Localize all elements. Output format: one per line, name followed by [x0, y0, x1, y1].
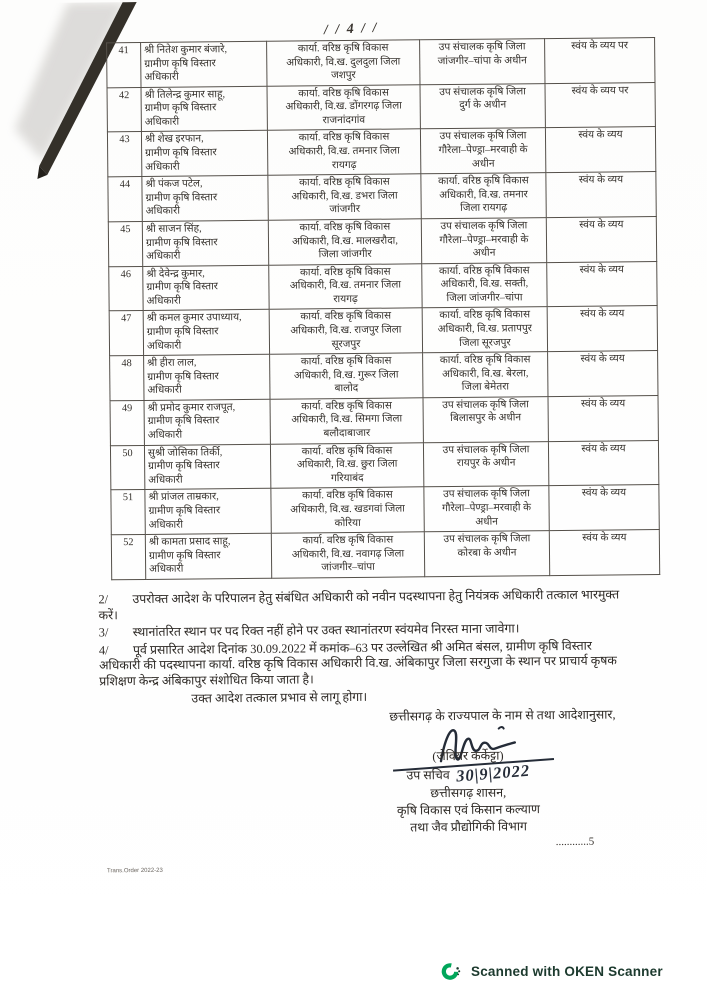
cell-current-posting: कार्या. वरिष्ठ कृषि विकास अधिकारी, वि.ख. दुलदुला जिला जशपुर — [267, 40, 420, 86]
cell-serial-number: 46 — [109, 266, 143, 311]
department-line-3: तथा जैव प्रौद्योगिकी विभाग — [410, 819, 528, 835]
table-row — [108, 216, 656, 266]
cell-serial-number: 49 — [110, 400, 144, 445]
immediate-effect-line: उक्त आदेश तत्काल प्रभाव से लागू होगा। — [191, 689, 368, 706]
cell-officer-name: श्री प्रांजल ताम्रकार, ग्रामीण कृषि विस्तार अधिकारी — [145, 489, 271, 535]
cell-expense-remark: स्वंय के व्यय पर — [545, 82, 655, 128]
cell-expense-remark: स्वंय के व्यय — [549, 485, 659, 531]
cell-officer-name: सुश्री जोसिका तिर्की, ग्रामीण कृषि विस्तार अधिकारी — [144, 444, 270, 490]
transfer-table-body — [107, 38, 660, 580]
table-row — [110, 351, 658, 401]
cell-current-posting: कार्या. वरिष्ठ कृषि विकास अधिकारी, वि.ख. नवागढ़ जिला जांजगीर–चांपा — [271, 532, 424, 578]
cell-new-posting: उप संचालक कृषि जिला कोरबा के अधीन — [424, 531, 549, 577]
cell-officer-name: श्री नितेश कुमार बंजारे, ग्रामीण कृषि विस्तार अधिकारी — [141, 41, 267, 87]
clause-3-number: 3/ — [98, 625, 109, 640]
continuation-page-marker: ............5 — [555, 835, 595, 849]
cell-officer-name: श्री साजन सिंह, ग्रामीण कृषि विस्तार अधिकारी — [142, 220, 268, 266]
cell-new-posting: उप संचालक कृषि जिला दुर्ग के अधीन — [420, 83, 545, 129]
cell-new-posting: कार्या. वरिष्ठ कृषि विकास अधिकारी, वि.ख. बेरला, जिला बेमेतरा — [423, 352, 548, 398]
cell-expense-remark: स्वंय के व्यय — [547, 261, 657, 307]
cell-new-posting: उप संचालक कृषि जिला बिलासपुर के अधीन — [423, 396, 548, 442]
cell-serial-number: 48 — [110, 356, 144, 401]
cell-expense-remark: स्वंय के व्यय — [548, 395, 658, 441]
signature-block — [343, 748, 594, 838]
department-line-2: कृषि विकास एवं किसान कल्याण — [396, 802, 540, 818]
table-row — [110, 395, 658, 445]
cell-serial-number: 47 — [109, 311, 143, 356]
cell-current-posting: कार्या. वरिष्ठ कृषि विकास अधिकारी, वि.ख. तमनार जिला रायगढ़ — [267, 129, 420, 175]
cell-serial-number: 44 — [108, 177, 142, 222]
table-row — [108, 172, 656, 222]
by-order-of-governor-line: छत्तीसगढ़ के राज्यपाल के नाम से तथा आदेशानुसार, — [389, 707, 616, 724]
order-clauses — [98, 587, 625, 730]
transfer-order-table — [106, 37, 660, 580]
department-line-1: छत्तीसगढ़ शासन, — [430, 785, 507, 801]
clause-2-text: उपरोक्त आदेश के परिपालन हेतु संबंधित अधिकारी को नवीन पदस्थापना हेतु नियंत्रक अधिकारी तत्काल भारमुक्त करें। — [98, 587, 620, 623]
cell-officer-name: श्री देवेन्द्र कुमार, ग्रामीण कृषि विस्तार अधिकारी — [143, 265, 269, 311]
cell-new-posting: कार्या. वरिष्ठ कृषि विकास अधिकारी, वि.ख. प्रतापपुर जिला सूरजपुर — [422, 307, 547, 353]
cell-officer-name: श्री तिलेन्द्र कुमार साहू, ग्रामीण कृषि विस्तार अधिकारी — [141, 86, 267, 132]
cell-current-posting: कार्या. वरिष्ठ कृषि विकास अधिकारी, वि.ख. गुरूर जिला बालोद — [270, 353, 423, 399]
cell-expense-remark: स्वंय के व्यय — [547, 306, 657, 352]
cell-officer-name: श्री शेख इरफान, ग्रामीण कृषि विस्तार अधिकारी — [141, 131, 267, 177]
cell-current-posting: कार्या. वरिष्ठ कृषि विकास अधिकारी, वि.ख. मालखरौदा, जिला जांजगीर — [268, 219, 421, 265]
table-row — [107, 127, 655, 177]
cell-expense-remark: स्वंय के व्यय — [546, 172, 656, 218]
table-row — [107, 82, 655, 132]
cell-new-posting: कार्या. वरिष्ठ कृषि विकास अधिकारी, वि.ख. तमनार जिला रायगढ़ — [421, 173, 546, 219]
cell-serial-number: 43 — [107, 132, 141, 177]
cell-current-posting: कार्या. वरिष्ठ कृषि विकास अधिकारी, वि.ख. तमनार जिला रायगढ़ — [269, 263, 422, 309]
cell-current-posting: कार्या. वरिष्ठ कृषि विकास अधिकारी, वि.ख. राजपुर जिला सूरजपुर — [269, 308, 422, 354]
cell-current-posting: कार्या. वरिष्ठ कृषि विकास अधिकारी, वि.ख. सिमगा जिला बलौदाबाजार — [270, 398, 423, 444]
designation: उप सचिव — [406, 768, 450, 783]
cell-current-posting: कार्या. वरिष्ठ कृषि विकास अधिकारी, वि.ख. खडगवां जिला कोरिया — [271, 487, 424, 533]
table-row — [111, 530, 659, 580]
cell-new-posting: उप संचालक कृषि जिला जांजगीर–चांपा के अधीन — [420, 39, 545, 85]
cell-current-posting: कार्या. वरिष्ठ कृषि विकास अधिकारी, वि.ख. छुरा जिला गरियाबंद — [270, 442, 423, 488]
cell-new-posting: उप संचालक कृषि जिला गौरेला–पेण्ड्रा–मरवाही के अधीन — [424, 486, 549, 532]
order-reference-text: Trans.Order 2022-23 — [107, 867, 163, 875]
clause-4 — [99, 638, 625, 690]
clause-3-text: स्थानांतरित स्थान पर पद रिक्त नहीं होने पर उक्त स्थानांतरण स्वंयमेव निरस्त माना जावेगा। — [132, 621, 520, 640]
cell-serial-number: 51 — [111, 490, 145, 535]
table-row — [107, 38, 655, 88]
cell-expense-remark: स्वंय के व्यय — [549, 530, 659, 576]
cell-new-posting: कार्या. वरिष्ठ कृषि विकास अधिकारी, वि.ख. सक्ती, जिला जांजगीर–चांपा — [422, 262, 547, 308]
cell-serial-number: 52 — [111, 535, 145, 580]
scanner-footer — [441, 959, 663, 983]
cell-officer-name: श्री कमल कुमार उपाध्याय, ग्रामीण कृषि विस्तार अधिकारी — [143, 310, 269, 356]
page-number-marker: / / 4 / / — [323, 20, 379, 39]
table-row — [109, 261, 657, 311]
cell-expense-remark: स्वंय के व्यय पर — [545, 38, 655, 84]
cell-officer-name: श्री कामता प्रसाद साहू, ग्रामीण कृषि विस्तार अधिकारी — [145, 533, 271, 579]
table-row — [110, 440, 658, 490]
oken-scanner-icon — [441, 961, 462, 982]
cell-officer-name: श्री प्रमोद कुमार राजपूत, ग्रामीण कृषि विस्तार अधिकारी — [144, 399, 270, 445]
cell-new-posting: उप संचालक कृषि जिला रायपुर के अधीन — [423, 441, 548, 487]
cell-officer-name: श्री पंकज पटेल, ग्रामीण कृषि विस्तार अधिकारी — [142, 175, 268, 221]
cell-serial-number: 41 — [107, 42, 141, 87]
cell-new-posting: उप संचालक कृषि जिला गौरेला–पेण्ड्रा–मरवाही के अधीन — [421, 218, 546, 264]
handwritten-date: 30|9|2022 — [455, 760, 531, 786]
cell-serial-number: 45 — [108, 221, 142, 266]
clause-4-text: पूर्व प्रसारित आदेश दिनांक 30.09.2022 में कमांक–63 पर उल्लेखित श्री अमित बंसल, ग्रामीण कृषि विस्तार अधिकारी की पदस्थापना कार्या. वरिष्ठ कृषि विकास अधिकारी वि.ख. अंबिकापुर जिला सरगुजा के स्थान पर प्राचार्य कृषक प्रशिक्षण केन्द्र अंबिकापुर संशोधित किया जाता है। — [98, 638, 617, 689]
cell-serial-number: 42 — [107, 87, 141, 132]
cell-new-posting: उप संचालक कृषि जिला गौरेला–पेण्ड्रा–मरवाही के अधीन — [420, 128, 545, 174]
cell-officer-name: श्री हीरा लाल, ग्रामीण कृषि विस्तार अधिकारी — [144, 354, 270, 400]
clause-2-number: 2/ — [98, 592, 109, 607]
cell-expense-remark: स्वंय के व्यय — [548, 351, 658, 397]
cell-serial-number: 50 — [110, 445, 144, 490]
table-row — [111, 485, 659, 535]
cell-expense-remark: स्वंय के व्यय — [545, 127, 655, 173]
cell-expense-remark: स्वंय के व्यय — [548, 440, 658, 486]
clause-2 — [98, 587, 624, 623]
signatory-name: (जेवियर कर्केट्टा) — [432, 748, 504, 764]
scanner-footer-label: Scanned with OKEN Scanner — [471, 963, 663, 979]
clause-4-number: 4/ — [98, 643, 109, 658]
cell-current-posting: कार्या. वरिष्ठ कृषि विकास अधिकारी, वि.ख. डोंगरगढ़ जिला राजनांदगांव — [267, 85, 420, 131]
cell-current-posting: कार्या. वरिष्ठ कृषि विकास अधिकारी, वि.ख. डभरा जिला जांजगीर — [268, 174, 421, 220]
cell-expense-remark: स्वंय के व्यय — [546, 216, 656, 262]
table-row — [109, 306, 657, 356]
signature-strike-line — [391, 756, 556, 774]
